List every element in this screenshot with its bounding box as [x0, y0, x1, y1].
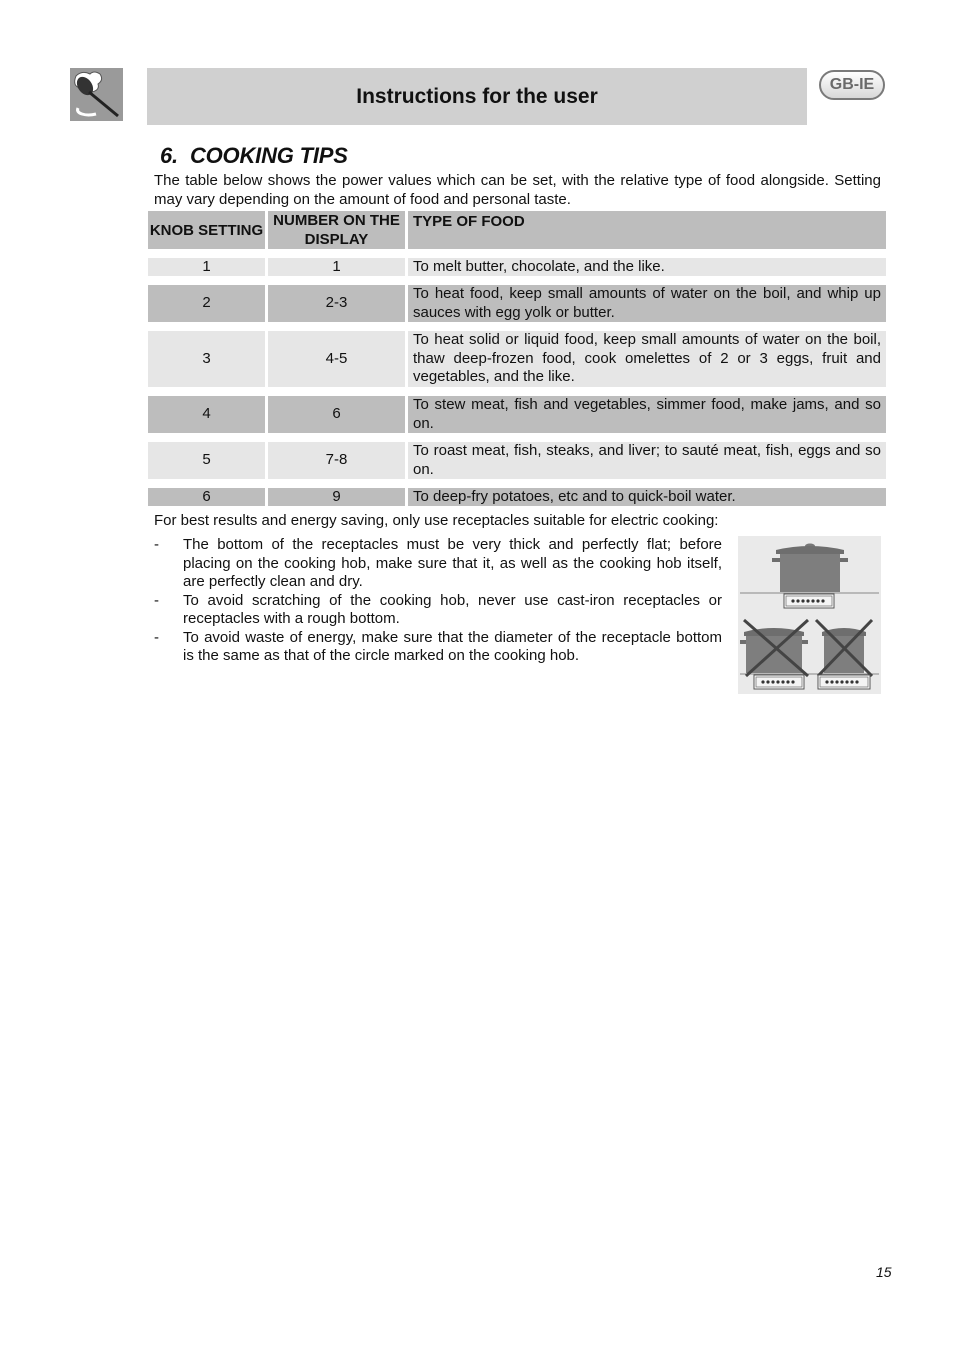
list-item: [154, 592, 722, 629]
food-type-text: To heat food, keep small amounts of water on the boil, and whip up sauces with egg yolk or butter.: [413, 285, 881, 321]
list-item-text: The bottom of the receptacles must be very thick and perfectly flat; before placing on the cooking hob, make sure that it, as well as the cooking hob itself, are perfectly clean and dry.: [183, 536, 722, 590]
food-type-text: To heat solid or liquid food, keep small amounts of water on the boil, thaw deep-frozen food, cook omelettes of 2 or 3 eggs, fruit and vegetables, and the like.: [413, 331, 881, 386]
list-item: [154, 536, 722, 592]
table-row: [148, 331, 886, 387]
chef-spoon-icon: [70, 68, 123, 121]
knob-setting-cell: 5: [148, 442, 265, 479]
brand-logo: [70, 68, 123, 121]
list-dash: -: [154, 536, 159, 553]
language-badge: GB-IE: [819, 70, 885, 100]
food-type-cell: [408, 442, 886, 479]
food-type-cell: [408, 488, 886, 506]
advice-list: [154, 536, 722, 666]
knob-setting-cell: 2: [148, 285, 265, 322]
display-number-cell: 6: [268, 396, 405, 433]
display-number-cell: 7-8: [268, 442, 405, 479]
table-row: [148, 285, 886, 322]
section-heading: [160, 143, 348, 169]
header-type-of-food-label: TYPE OF FOOD: [413, 213, 525, 230]
header-number-on-display: NUMBER ON THE DISPLAY: [268, 211, 405, 249]
food-type-text: To deep-fry potatoes, etc and to quick-boil water.: [413, 487, 736, 505]
list-dash: -: [154, 591, 159, 609]
table-row: [148, 442, 886, 479]
food-type-text: To melt butter, chocolate, and the like.: [413, 257, 665, 275]
knob-setting-cell: 6: [148, 488, 265, 506]
food-type-cell: [408, 396, 886, 433]
food-type-cell: [408, 331, 886, 387]
knob-setting-cell: 1: [148, 258, 265, 276]
knob-setting-cell: 4: [148, 396, 265, 433]
list-item-text: To avoid waste of energy, make sure that the diameter of the receptacle bottom is the same as that of the circle marked on the cooking hob.: [183, 628, 722, 664]
table-header-row: [148, 211, 886, 249]
header-type-of-food: [408, 211, 886, 249]
table-row: [148, 396, 886, 433]
page-number: 15: [876, 1264, 892, 1280]
header-knob-setting: KNOB SETTING: [148, 211, 265, 249]
list-item: [154, 629, 722, 666]
knob-setting-cell: 3: [148, 331, 265, 387]
table-row: [148, 258, 886, 276]
section-title: COOKING TIPS: [189, 143, 348, 168]
section-number: 6.: [160, 143, 178, 168]
display-number-cell: 9: [268, 488, 405, 506]
pot-on-hob-illustration: [738, 536, 881, 694]
advice-lead: For best results and energy saving, only use receptacles suitable for electric cooking:: [154, 512, 719, 529]
list-item-text: To avoid scratching of the cooking hob, never use cast-iron receptacles or receptacles with a rough bottom.: [183, 591, 722, 627]
display-number-cell: 1: [268, 258, 405, 276]
display-number-cell: 2-3: [268, 285, 405, 322]
table-row: [148, 488, 886, 506]
pot-illustration: [738, 536, 881, 694]
food-type-text: To roast meat, fish, steaks, and liver; to sauté meat, fish, eggs and so on.: [413, 442, 881, 478]
list-dash: -: [154, 628, 159, 646]
food-type-cell: [408, 285, 886, 322]
page-header-title: Instructions for the user: [147, 68, 807, 125]
food-type-cell: [408, 258, 886, 276]
food-type-text: To stew meat, fish and vegetables, simmer food, make jams, and so on.: [413, 396, 881, 432]
display-number-cell: 4-5: [268, 331, 405, 387]
intro-paragraph: The table below shows the power values which can be set, with the relative type of food alongside. Setting may vary depending on the amount of food and personal taste.: [154, 172, 881, 208]
